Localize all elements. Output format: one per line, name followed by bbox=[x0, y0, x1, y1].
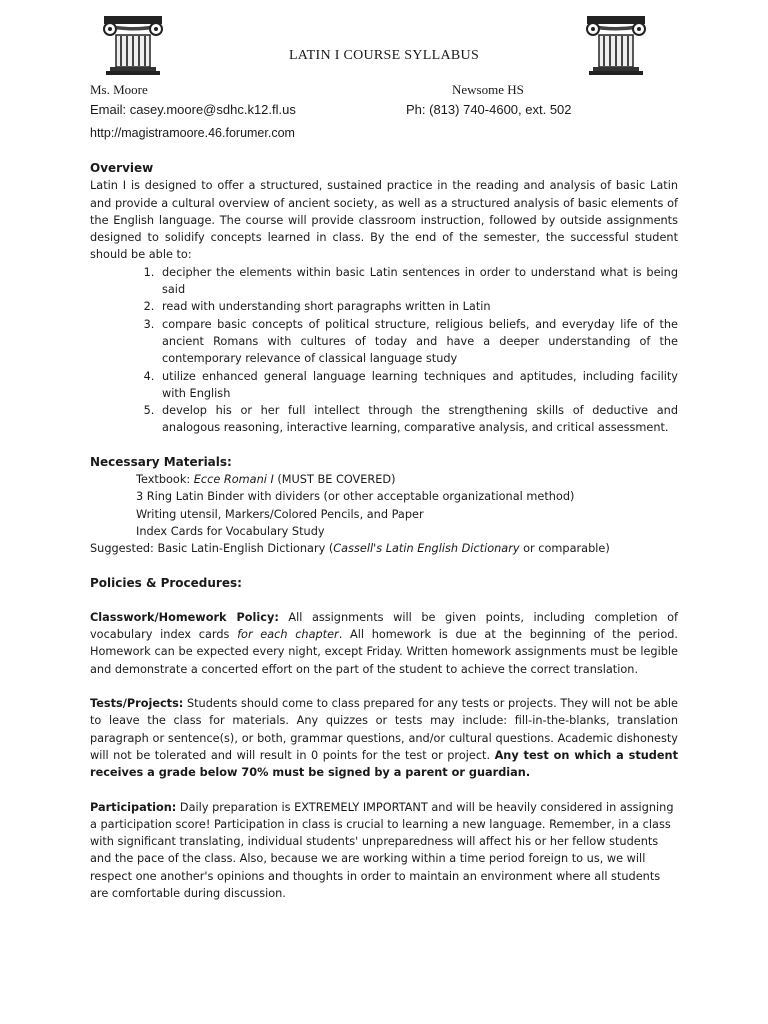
syllabus-body bbox=[90, 160, 678, 902]
participation-text: Daily preparation is EXTREMELY IMPORTANT and will be heavily considered in assigning a participation score! Participation in class is crucial to learning a new language. Remember, in a class with significant translating, individual students' unpreparedness will affect his or her fellow students and the pace of the class. Also, because we are working within a time period foreign to us, we will respect one another's opinions and thoughts in order to maintain an environment where all students are comfortable during discussion. bbox=[90, 800, 674, 900]
classwork-label: Classwork/Homework Policy: bbox=[90, 610, 279, 624]
suggested-end: or comparable) bbox=[519, 542, 610, 556]
list-item: 2. read with understanding short paragraphs written in Latin bbox=[158, 298, 678, 315]
participation-label: Participation: bbox=[90, 800, 177, 814]
textbook-title: Ecce Romani I bbox=[193, 473, 274, 487]
writing-line: Writing utensil, Markers/Colored Pencils, and Paper bbox=[136, 507, 424, 521]
ionic-column-icon bbox=[585, 14, 647, 76]
cards-line: Index Cards for Vocabulary Study bbox=[136, 524, 325, 538]
school-name: Newsome HS bbox=[452, 82, 524, 97]
textbook-label: Textbook: bbox=[136, 473, 194, 487]
participation-policy bbox=[90, 799, 678, 903]
tests-text: Students should come to class prepared for any tests or projects. They will not be able to leave the class for materials. Any quizzes or tests may include: fill-in-the-blanks, translation paragraph or sentence(s), or both, grammar questions, and/or cultural questions. Academic dishonesty will not be tolerated and will result in 0 points for the test or project. bbox=[90, 697, 678, 762]
overview-heading: Overview bbox=[90, 161, 154, 175]
list-item: 4. utilize enhanced general language learning techniques and aptitudes, including facility with English bbox=[158, 368, 678, 403]
tests-label: Tests/Projects: bbox=[90, 697, 184, 711]
materials-heading: Necessary Materials: bbox=[90, 454, 232, 469]
textbook-line bbox=[90, 471, 678, 488]
suggested-label: Suggested: Basic Latin-English Dictionary ( bbox=[90, 542, 334, 556]
textbook-note: (MUST BE COVERED) bbox=[273, 473, 396, 487]
policies-heading: Policies & Procedures: bbox=[90, 575, 242, 590]
tests-policy bbox=[90, 695, 678, 781]
overview-text: Latin I is designed to offer a structured, sustained practice in the reading and analysis of basic Latin and provide a cultural overview of ancient society, as well as a structured analysis of basic elements of the English language. The course will provide classroom instruction, followed by outside assignments designed to solidify concepts learned in class. By the end of the semester, the successful student should be able to: bbox=[90, 179, 678, 262]
classwork-text: All assignments will be given points, including completion of vocabulary index cards bbox=[90, 610, 678, 642]
page-title: LATIN I COURSE SYLLABUS bbox=[288, 48, 480, 63]
phone-text: Ph: (813) 740-4600, ext. 502 bbox=[406, 102, 572, 117]
website-link[interactable]: http://magistramoore.46.forumer.com bbox=[90, 126, 295, 140]
classwork-italic: for each chapter bbox=[237, 628, 339, 642]
email-text: Email: casey.moore@sdhc.k12.fl.us bbox=[90, 102, 296, 117]
suggested-title: Cassell's Latin English Dictionary bbox=[333, 542, 520, 556]
ionic-column-icon bbox=[102, 14, 164, 76]
list-item: 1. decipher the elements within basic Latin sentences in order to understand what is being said bbox=[158, 264, 678, 299]
tests-bold: Any test on which a student receives a grade below 70% must be signed by a parent or guardian. bbox=[90, 748, 678, 780]
objectives-list bbox=[90, 264, 678, 437]
teacher-name: Ms. Moore bbox=[90, 82, 148, 97]
list-item: 5. develop his or her full intellect through the strengthening skills of deductive and analogous reasoning, interactive learning, comparative analysis, and critical assessment. bbox=[158, 402, 678, 437]
binder-line: 3 Ring Latin Binder with dividers (or other acceptable organizational method) bbox=[136, 490, 575, 504]
list-item: 3. compare basic concepts of political structure, religious beliefs, and everyday life of the ancient Romans with cultures of today and have a deeper understanding of the contemporary relevance of classical language study bbox=[158, 316, 678, 368]
classwork-policy bbox=[90, 609, 678, 678]
suggested-line bbox=[90, 540, 678, 557]
classwork-text-end: . All homework is due at the beginning of the period. Homework can be expected every night, except Friday. Written homework assignments must be legible and demonstrate a concerted effort on the part of the student to achieve the correct translation. bbox=[90, 628, 678, 676]
